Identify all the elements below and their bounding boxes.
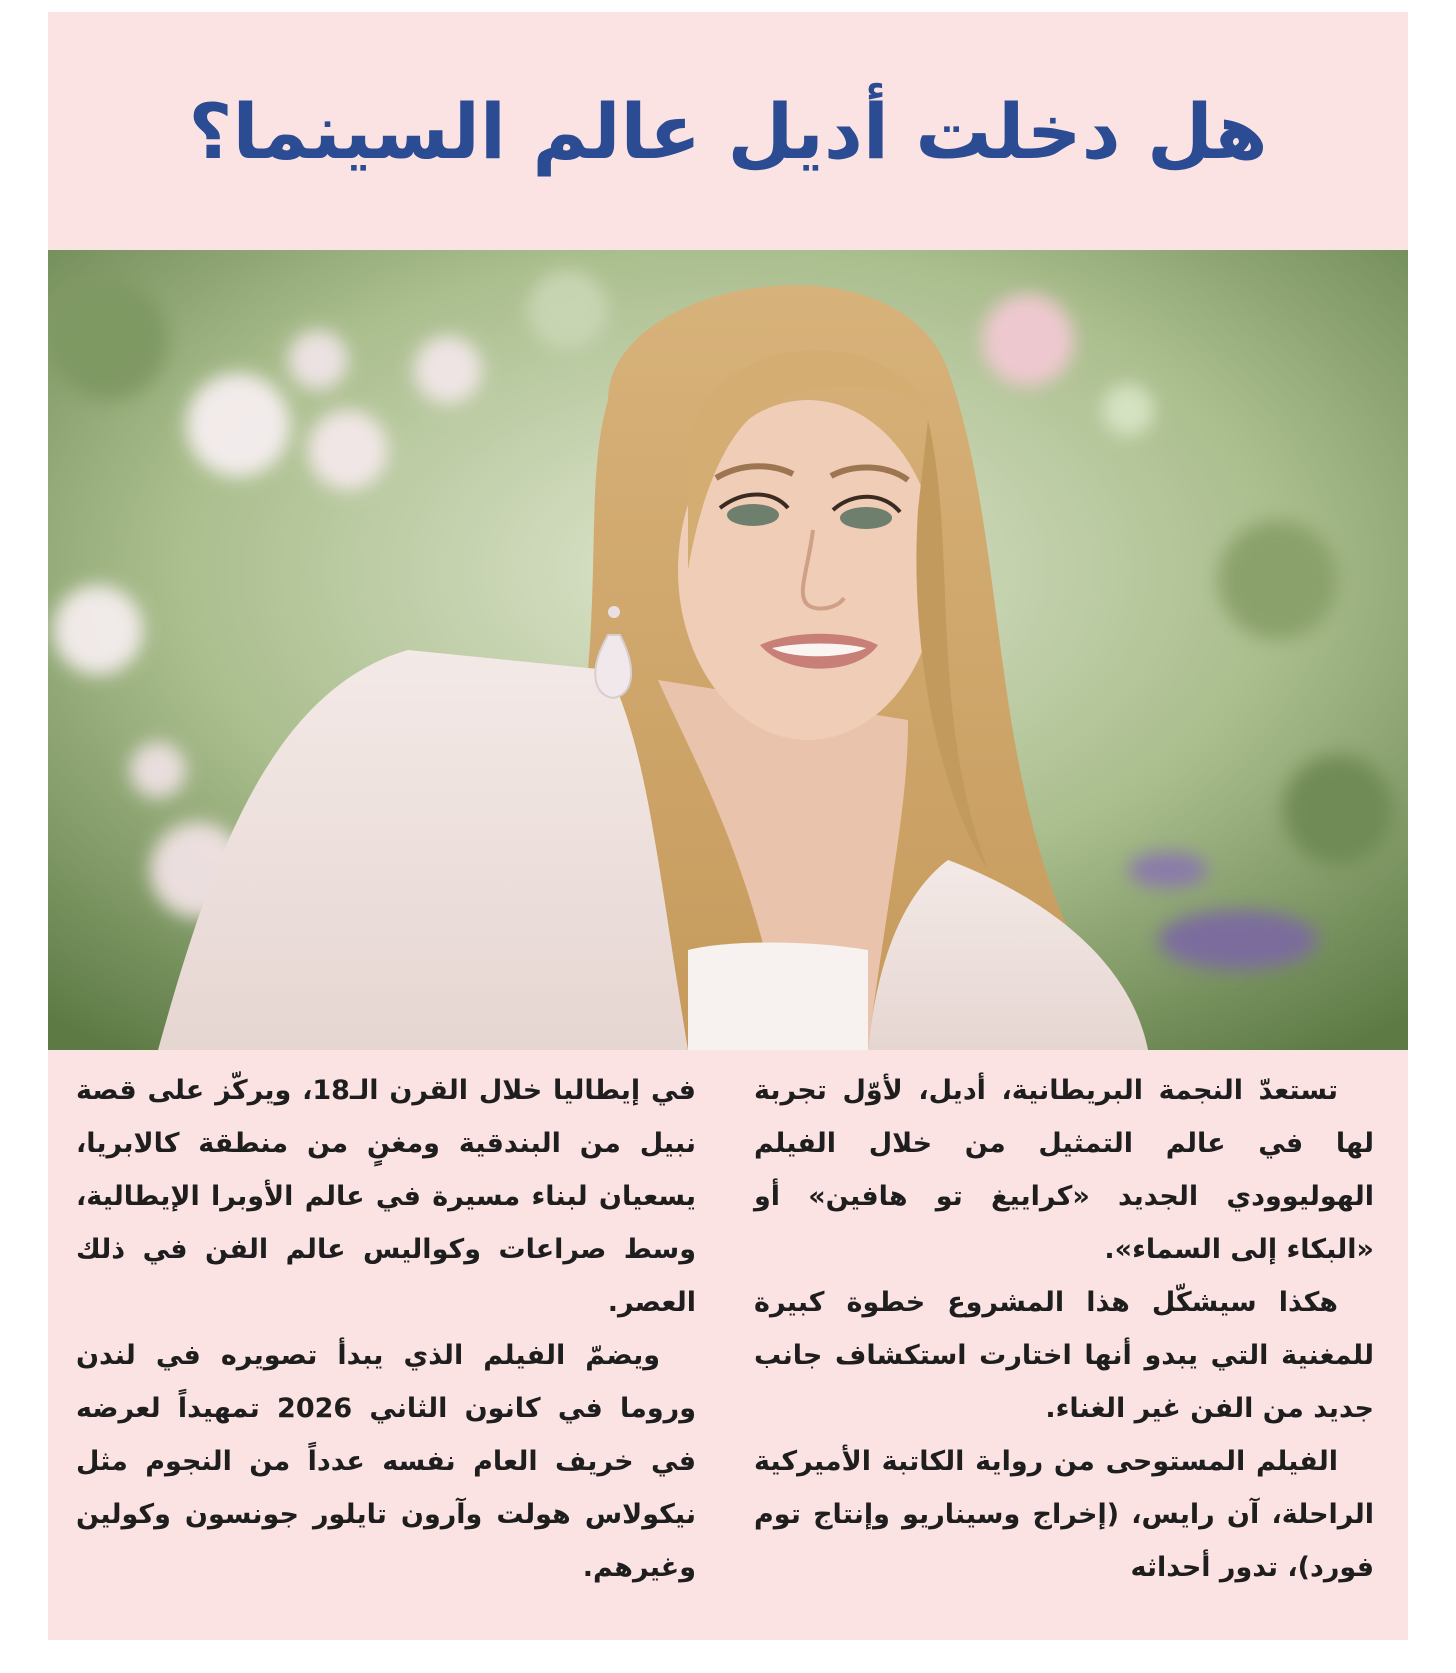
article-card — [48, 12, 1408, 1640]
article-column-right — [754, 1064, 1374, 1594]
paragraph: في إيطاليا خلال القرن الـ18، ويركّز على قصة نبيل من البندقية ومغنٍ من منطقة كالابريا، يسعيان لبناء مسيرة في عالم الأوبرا الإيطالية، وسط صراعات وكواليس عالم الفن في ذلك العصر. — [76, 1075, 696, 1318]
paragraph: تستعدّ النجمة البريطانية، أديل، لأوّل تجربة لها في عالم التمثيل من خلال الفيلم الهوليوودي الجديد «كراييغ تو هافين» أو «البكاء إلى السماء». — [754, 1075, 1374, 1265]
portrait-photo-icon — [48, 250, 1408, 1050]
article-headline: هل دخلت أديل عالم السينما؟ — [188, 86, 1268, 176]
article-photo — [48, 250, 1408, 1050]
paragraph: هكذا سيشكّل هذا المشروع خطوة كبيرة للمغنية التي يبدو أنها اختارت استكشاف جانب جديد من الفن غير الغناء. — [754, 1287, 1374, 1424]
article-column-left — [76, 1064, 696, 1594]
paragraph: الفيلم المستوحى من رواية الكاتبة الأميركية الراحلة، آن رايس، (إخراج وسيناريو وإنتاج توم فورد)، تدور أحداثه — [754, 1446, 1374, 1583]
paragraph: ويضمّ الفيلم الذي يبدأ تصويره في لندن وروما في كانون الثاني 2026 تمهيداً لعرضه في خريف العام نفسه عدداً من النجوم مثل نيكولاس هولت وآرون تايلور جونسون وكولين وغيرهم. — [76, 1340, 696, 1583]
article-body — [48, 1064, 1408, 1624]
headline-banner — [48, 12, 1408, 250]
